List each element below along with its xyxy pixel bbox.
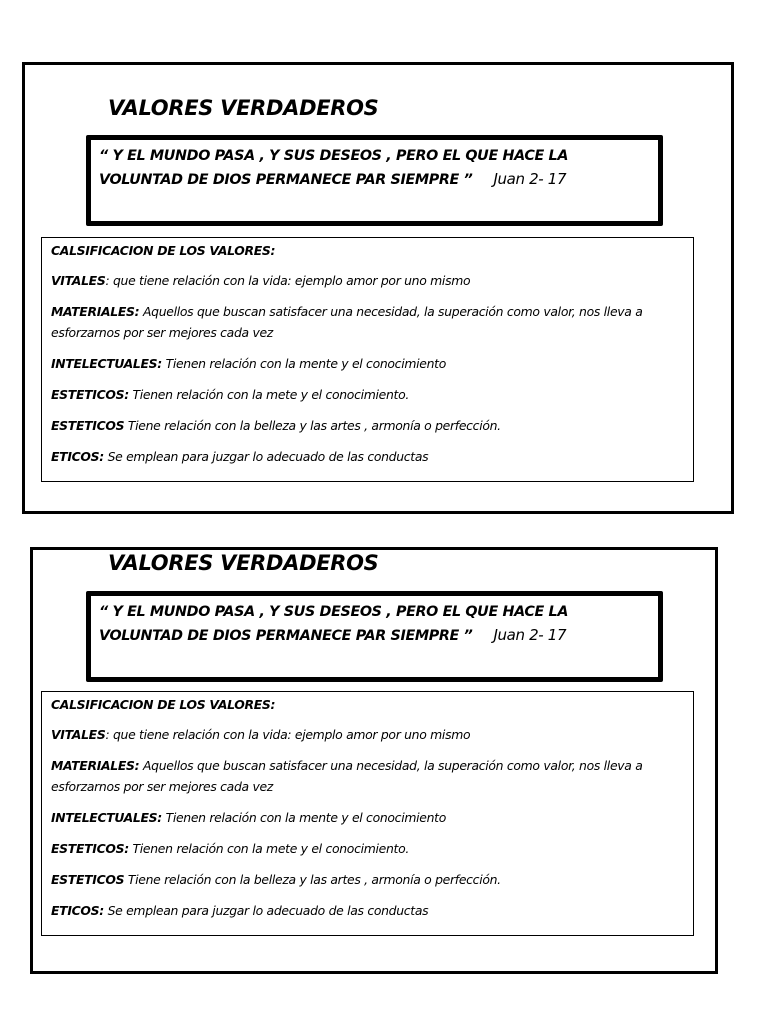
quote-text: “ Y EL MUNDO PASA , Y SUS DESEOS , PERO EL QUE HACE LA VOLUNTAD DE DIOS PERMANECE PAR SIEMPRE ” xyxy=(99,148,569,188)
value-description: Tienen relación con la mete y el conocimiento. xyxy=(128,841,409,856)
classification-heading: CALSIFICACION DE LOS VALORES: xyxy=(51,243,276,258)
value-item-intelectuales xyxy=(51,807,684,828)
value-item-eticos xyxy=(51,900,684,921)
quote-box xyxy=(86,591,663,682)
value-item-esteticos-1 xyxy=(51,838,684,859)
value-description: Tienen relación con la mete y el conocimiento. xyxy=(128,387,409,402)
value-description: Tiene relación con la belleza y las artes , armonía o perfección. xyxy=(124,418,501,433)
value-description: Tienen relación con la mente y el conocimiento xyxy=(161,356,446,371)
value-item-esteticos-2 xyxy=(51,869,684,890)
value-description: Tienen relación con la mente y el conocimiento xyxy=(161,810,446,825)
value-term: INTELECTUALES: xyxy=(51,810,162,825)
quote-text: “ Y EL MUNDO PASA , Y SUS DESEOS , PERO EL QUE HACE LA VOLUNTAD DE DIOS PERMANECE PAR SIEMPRE ” xyxy=(99,604,569,644)
value-description: Se emplean para juzgar lo adecuado de las conductas xyxy=(103,903,429,918)
quote-reference: Juan 2- 17 xyxy=(493,626,567,644)
value-term: ETICOS: xyxy=(51,903,104,918)
card-title: VALORES VERDADEROS xyxy=(108,96,379,120)
value-item-esteticos-2 xyxy=(51,415,684,436)
classification-box xyxy=(41,237,694,482)
value-item-materiales xyxy=(51,755,684,797)
card-title: VALORES VERDADEROS xyxy=(108,551,379,575)
value-description: : que tiene relación con la vida: ejemplo amor por uno mismo xyxy=(105,727,471,742)
value-description: Aquellos que buscan satisfacer una necesidad, la superación como valor, nos lleva a esforzarnos por ser mejores cada vez xyxy=(51,304,643,340)
classification-box xyxy=(41,691,694,936)
value-description: Aquellos que buscan satisfacer una necesidad, la superación como valor, nos lleva a esforzarnos por ser mejores cada vez xyxy=(51,758,643,794)
value-item-intelectuales xyxy=(51,353,684,374)
values-card-1 xyxy=(22,62,734,514)
value-description: : que tiene relación con la vida: ejemplo amor por uno mismo xyxy=(105,273,471,288)
values-card-2 xyxy=(30,547,718,974)
value-term: MATERIALES: xyxy=(51,758,140,773)
value-term: ESTETICOS: xyxy=(51,387,129,402)
value-item-esteticos-1 xyxy=(51,384,684,405)
value-term: INTELECTUALES: xyxy=(51,356,162,371)
quote-box xyxy=(86,135,663,226)
value-term: VITALES xyxy=(51,727,106,742)
value-term: VITALES xyxy=(51,273,106,288)
value-term: ETICOS: xyxy=(51,449,104,464)
value-term: ESTETICOS xyxy=(51,872,125,887)
value-item-vitales xyxy=(51,724,684,745)
value-item-eticos xyxy=(51,446,684,467)
value-term: ESTETICOS: xyxy=(51,841,129,856)
value-item-materiales xyxy=(51,301,684,343)
value-description: Se emplean para juzgar lo adecuado de las conductas xyxy=(103,449,429,464)
classification-heading: CALSIFICACION DE LOS VALORES: xyxy=(51,697,276,712)
value-item-vitales xyxy=(51,270,684,291)
value-description: Tiene relación con la belleza y las artes , armonía o perfección. xyxy=(124,872,501,887)
quote-reference: Juan 2- 17 xyxy=(493,170,567,188)
value-term: MATERIALES: xyxy=(51,304,140,319)
value-term: ESTETICOS xyxy=(51,418,125,433)
